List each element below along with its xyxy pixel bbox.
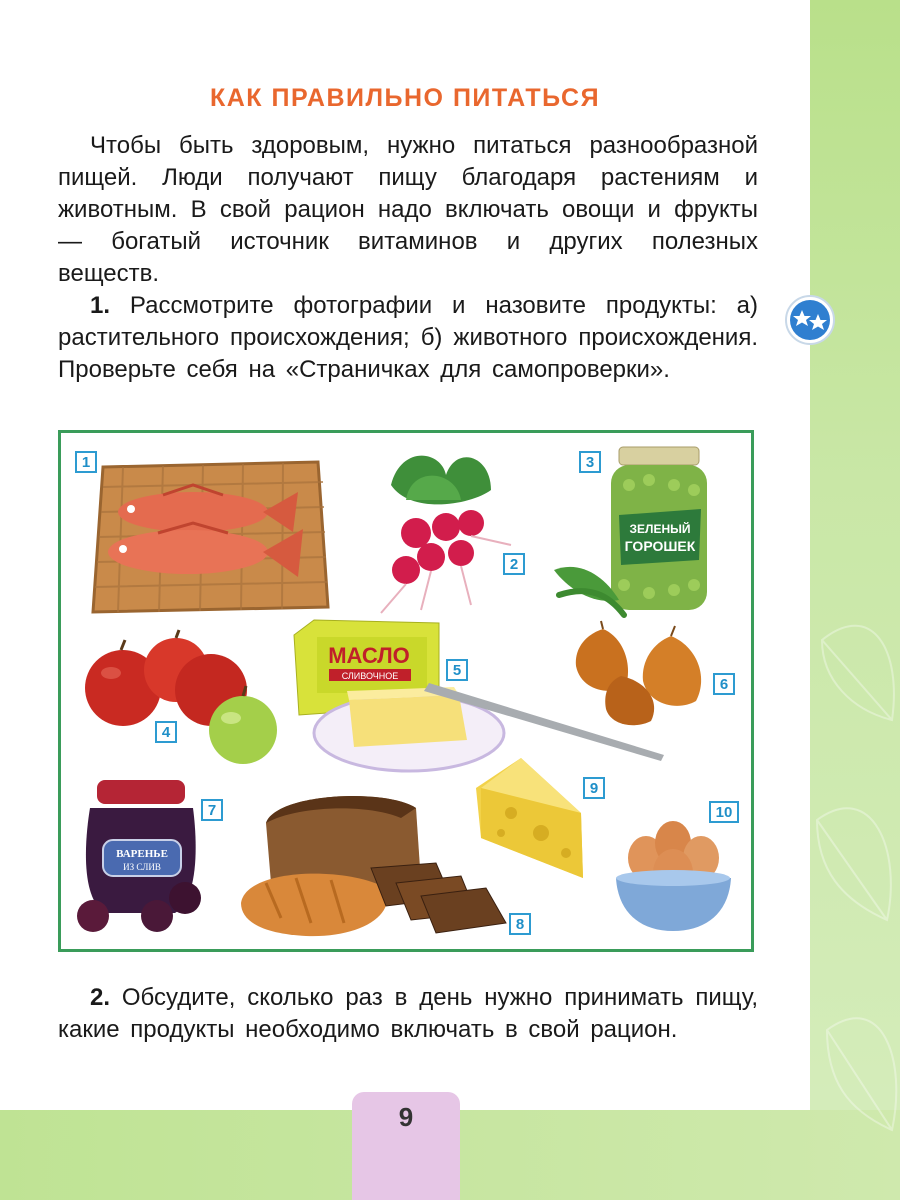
task-1-paragraph	[58, 290, 758, 386]
intro-paragraph: Чтобы быть здоровым, нужно питаться разнообразной пищей. Люди получают пищу благодаря растениям и животным. В свой рацион надо включать овощи и фрукты — богатый источник витаминов и других полезных веществ.	[58, 132, 758, 287]
task-2-paragraph	[58, 982, 758, 1046]
two-stars-icon	[785, 295, 835, 345]
eggs-in-bowl-image	[611, 813, 736, 933]
jam-label-line2: ИЗ СЛИВ	[123, 862, 161, 872]
task-1-number: 1.	[90, 292, 111, 319]
photo-label-9: 9	[583, 777, 605, 799]
butter-label-line2: СЛИВОЧНОЕ	[341, 671, 399, 681]
task-2-text: Обсудите, сколько раз в день нужно принимать пищу, какие продукты необходимо включать в свой рацион.	[58, 984, 759, 1043]
task-1-text: Рассмотрите фотографии и назовите продукты: а) растительного происхождения; б) животного происхождения. Проверьте себя на «Страничках для самопроверки».	[58, 292, 758, 383]
food-photos-frame	[58, 430, 754, 952]
peas-label-line1: ЗЕЛЕНЫЙ	[629, 522, 691, 536]
photo-label-4: 4	[155, 721, 177, 743]
jam-label-line1: ВАРЕНЬЕ	[116, 848, 168, 860]
photo-label-1: 1	[75, 451, 97, 473]
butter-label-line1: МАСЛО	[328, 643, 410, 668]
fish-on-tray-image	[83, 457, 333, 617]
apples-image	[81, 628, 281, 773]
leaf-decoration-icon	[812, 560, 900, 1200]
green-peas-jar-image	[549, 445, 729, 620]
photo-label-3: 3	[579, 451, 601, 473]
peas-label-line2: ГОРОШЕК	[624, 538, 696, 554]
photo-label-10: 10	[709, 801, 739, 823]
task-2-number: 2.	[90, 984, 111, 1011]
photo-label-6: 6	[713, 673, 735, 695]
radish-image	[361, 445, 531, 615]
photo-label-2: 2	[503, 553, 525, 575]
cheese-image	[471, 753, 611, 883]
page-title: КАК ПРАВИЛЬНО ПИТАТЬСЯ	[209, 84, 601, 112]
photo-label-5: 5	[446, 659, 468, 681]
onions-image	[571, 621, 711, 731]
photo-label-8: 8	[509, 913, 531, 935]
photo-label-7: 7	[201, 799, 223, 821]
plum-jam-jar-image	[75, 778, 215, 938]
page-number: 9	[398, 1102, 414, 1132]
